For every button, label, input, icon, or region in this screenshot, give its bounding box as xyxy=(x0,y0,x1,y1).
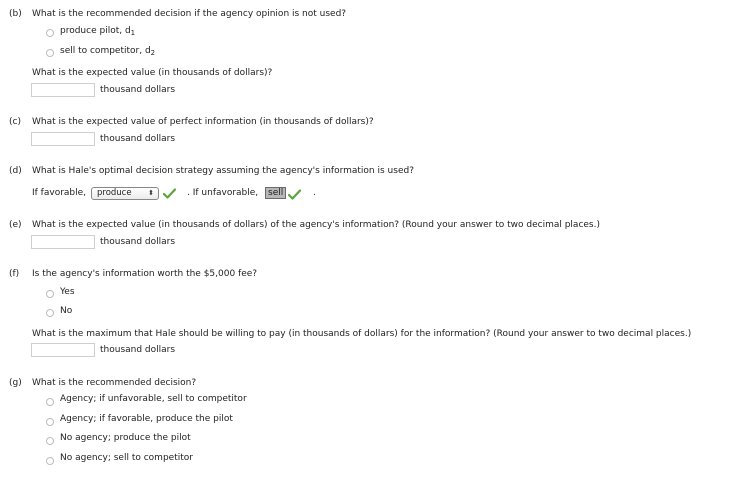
option-no-agency-sell-label: No agency; sell to competitor xyxy=(60,453,193,463)
part-b-label: (b) xyxy=(9,9,22,19)
part-e-evsi-input[interactable] xyxy=(31,235,95,249)
part-b-ev-input[interactable] xyxy=(31,83,95,97)
check-icon xyxy=(163,188,176,199)
part-e-question: What is the expected value (in thousands of dollars) of the agency's information? (Round your answer to two decimal places.) xyxy=(32,220,600,230)
option-agency-favorable-produce-label: Agency; if favorable, produce the pilot xyxy=(60,414,233,424)
option-produce-pilot-label: produce pilot, $d_1$ xyxy=(60,26,136,37)
check-icon xyxy=(288,189,301,200)
radio-yes[interactable] xyxy=(46,290,54,298)
part-f-unit: thousand dollars xyxy=(100,345,176,355)
part-c-unit: thousand dollars xyxy=(100,134,176,144)
if-favorable-label: If favorable, xyxy=(32,188,87,198)
select-arrows-icon: ⬍ xyxy=(148,189,154,197)
part-e-unit: thousand dollars xyxy=(100,237,176,247)
part-b-question: What is the recommended decision if the agency opinion is not used? xyxy=(32,9,347,19)
favorable-decision-select[interactable] xyxy=(91,187,159,200)
option-sell-to-competitor-label: sell to competitor, $d_2$ xyxy=(60,46,156,57)
radio-no[interactable] xyxy=(46,309,54,317)
part-e-label: (e) xyxy=(9,220,22,230)
part-c-question: What is the expected value of perfect information (in thousands of dollars)? xyxy=(32,117,374,127)
radio-no-agency-produce[interactable] xyxy=(46,437,54,445)
option-yes-label: Yes xyxy=(60,287,75,297)
radio-agency-unfavorable-sell[interactable] xyxy=(46,398,54,406)
unfavorable-decision-field[interactable]: sell xyxy=(265,187,286,199)
trailing-period: . xyxy=(313,188,316,198)
part-c-label: (c) xyxy=(9,117,21,127)
favorable-selected-value: produce xyxy=(97,188,132,198)
part-f-max-question: What is the maximum that Hale should be willing to pay (in thousands of dollars) for the information? (Round your answer to two decimal places.) xyxy=(32,329,692,339)
part-d-question: What is Hale's optimal decision strategy assuming the agency's information is used? xyxy=(32,166,414,176)
radio-no-agency-sell[interactable] xyxy=(46,457,54,465)
part-f-label: (f) xyxy=(9,269,20,279)
radio-agency-favorable-produce[interactable] xyxy=(46,418,54,426)
part-b-ev-question: What is the expected value (in thousands of dollars)? xyxy=(32,68,273,78)
part-g-label: (g) xyxy=(9,378,22,388)
part-d-label: (d) xyxy=(9,166,22,176)
part-f-question: Is the agency's information worth the $5,000 fee? xyxy=(32,269,258,279)
radio-produce-pilot[interactable] xyxy=(46,29,54,37)
option-agency-unfavorable-sell-label: Agency; if unfavorable, sell to competitor xyxy=(60,394,247,404)
option-no-agency-produce-label: No agency; produce the pilot xyxy=(60,433,191,443)
part-b-unit: thousand dollars xyxy=(100,85,176,95)
option-no-label: No xyxy=(60,306,73,316)
part-g-question: What is the recommended decision? xyxy=(32,378,197,388)
if-unfavorable-label: . If unfavorable, xyxy=(187,188,259,198)
part-c-evpi-input[interactable] xyxy=(31,132,95,146)
radio-sell-to-competitor[interactable] xyxy=(46,49,54,57)
part-f-max-input[interactable] xyxy=(31,343,95,357)
